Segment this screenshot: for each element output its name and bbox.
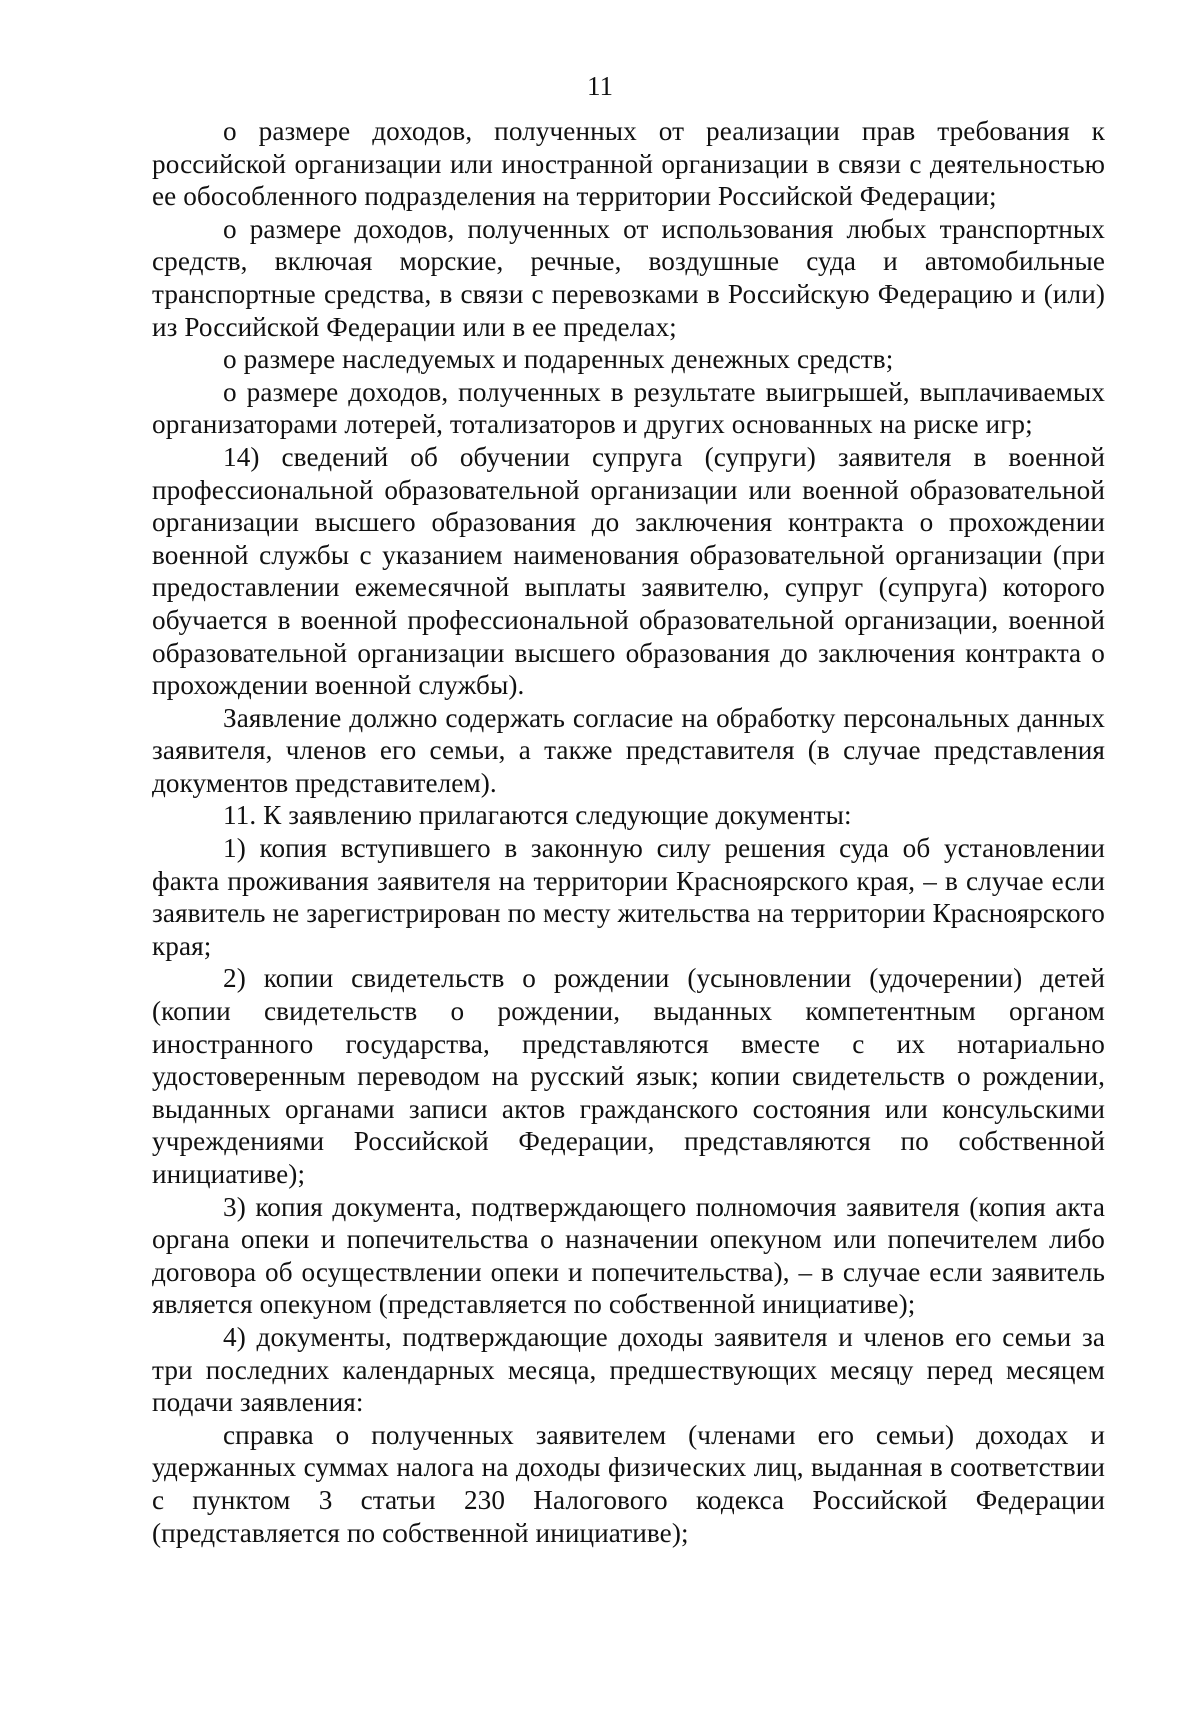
paragraph-inherited-funds: о размере наследуемых и подаренных денежных средств;: [223, 344, 894, 375]
paragraph-item-1-court-decision: 1) копия вступившего в законную силу решения суда об установлении факта проживания заявителя на территории Красноярского края, – в случае если заявитель не зарегистрирован по месту жительства на территории Красноярского края;: [152, 833, 1105, 961]
paragraph-item-4-income-documents: 4) документы, подтверждающие доходы заявителя и членов его семьи за три последних календарных месяца, предшествующих месяцу перед месяцем подачи заявления:: [152, 1321, 1105, 1418]
paragraph-income-transport: о размере доходов, полученных от использования любых транспортных средств, включая морские, речные, воздушные суда и автомобильные транспортные средства, в связи с перевозками в Российскую Федерацию и (или) из Российской Федерации или в ее пределах;: [152, 213, 1105, 342]
paragraph-income-tax-certificate: справка о полученных заявителем (членами его семьи) доходах и удержанных суммах налога на доходы физических лиц, выданная в соответствии с пунктом 3 статьи 230 Налогового кодекса Российской Федерации (представляется по собственной инициативе);: [152, 1419, 1105, 1548]
paragraph-consent-personal-data: Заявление должно содержать согласие на обработку персональных данных заявителя, членов его семьи, а также представителя (в случае представления документов представителем).: [152, 702, 1105, 798]
paragraph-item-14-spouse-education: 14) сведений об обучении супруга (супруги) заявителя в военной профессиональной образовательной организации или военной образовательной организации высшего образования до заключения контракта о прохождении военной службы с указанием наименования образовательной организации (при предоставлении ежемесячной выплаты заявителю, супруг (супруга) которого обучается в военной профессиональной образовательной организации, военной образовательной организации высшего образования до заключения контракта о прохождении военной службы).: [152, 441, 1105, 701]
paragraph-lottery-winnings: о размере доходов, полученных в результате выигрышей, выплачиваемых организаторами лотерей, тотализаторов и других основанных на риске игр;: [152, 376, 1105, 440]
paragraph-item-2-birth-certificates: 2) копии свидетельств о рождении (усыновлении (удочерении) детей (копии свидетельств о рождении, выданных компетентным органом иностранного государства, представляются вместе с их нотариально удостоверенным переводом на русский язык; копии свидетельств о рождении, выданных органами записи актов гражданского состояния или консульскими учреждениями Российской Федерации, представляются по собственной инициативе);: [152, 963, 1105, 1189]
page-number: 11: [587, 71, 613, 101]
paragraph-item-3-guardianship: 3) копия документа, подтверждающего полномочия заявителя (копия акта органа опеки и попечительства о назначении опекуном или попечителем либо договора об осуществлении опеки и попечительства), – в случае если заявитель является опекуном (представляется по собственной инициативе);: [152, 1191, 1105, 1320]
document-body: [152, 115, 1105, 1549]
paragraph-section-11-heading: 11. К заявлению прилагаются следующие документы:: [223, 800, 852, 831]
paragraph-income-claims: о размере доходов, полученных от реализации прав требования к российской организации или иностранной организации в связи с деятельностью ее обособленного подразделения на территории Российской Федерации;: [152, 116, 1105, 212]
